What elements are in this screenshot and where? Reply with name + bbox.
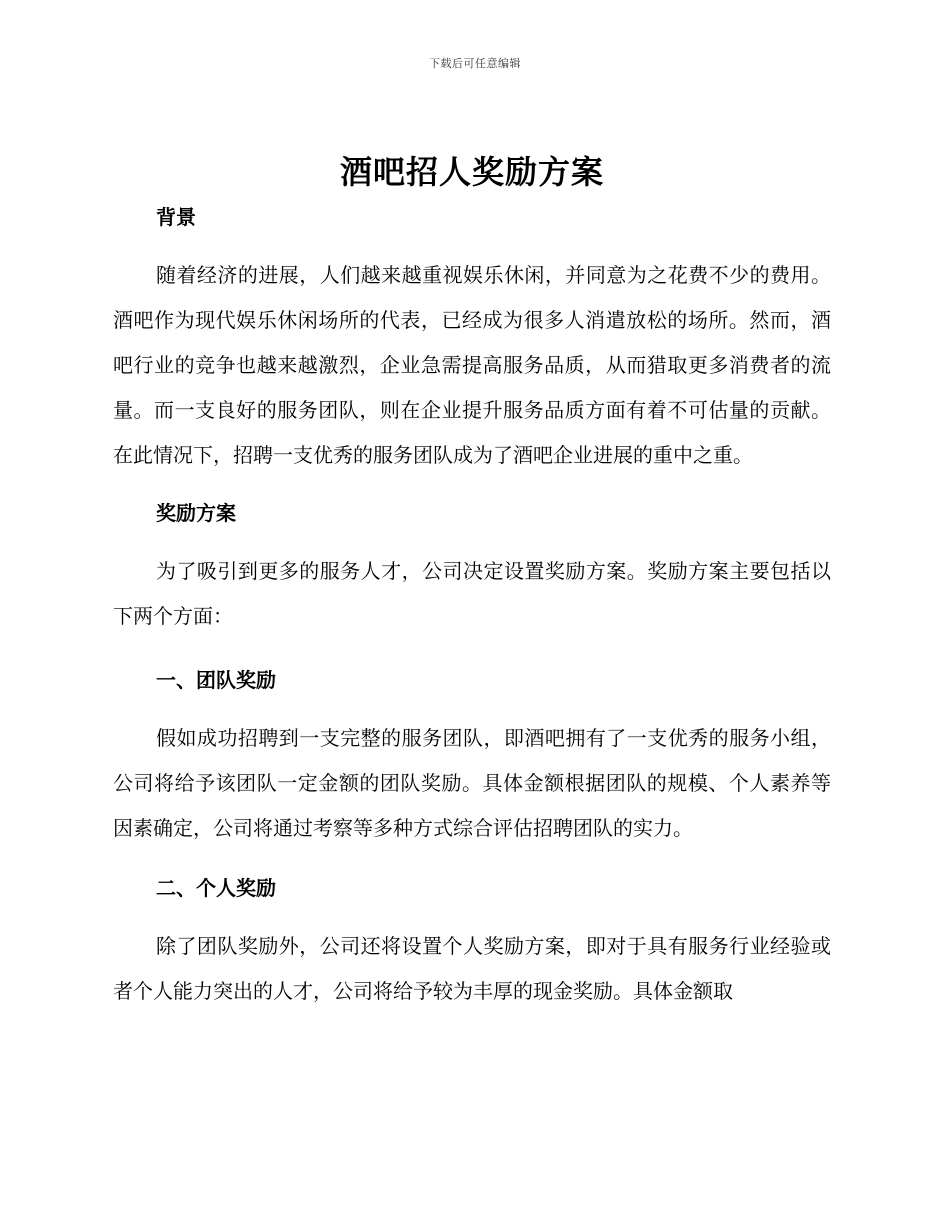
paragraph-team-reward: 假如成功招聘到一支完整的服务团队，即酒吧拥有了一支优秀的服务小组，公司将给予该团队一定金额的团队奖励。具体金额根据团队的规模、个人素养等因素确定，公司将通过考察等多种方式综合评估招聘团队的实力。 [113,726,831,840]
section-heading-background: 背景 [156,205,196,229]
section-heading-personal-reward: 二、个人奖励 [156,876,276,900]
page-header-note: 下载后可任意编辑 [429,57,521,70]
paragraph-background: 随着经济的进展，人们越来越重视娱乐休闲，并同意为之花费不少的费用。酒吧作为现代娱乐休闲场所的代表，已经成为很多人消遣放松的场所。然而，酒吧行业的竞争也越来越激烈，企业急需提高服务品质，从而猎取更多消费者的流量。而一支良好的服务团队，则在企业提升服务品质方面有着不可估量的贡献。在此情况下，招聘一支优秀的服务团队成为了酒吧企业进展的重中之重。 [113,263,831,467]
paragraph-personal-reward: 除了团队奖励外，公司还将设置个人奖励方案，即对于具有服务行业经验或者个人能力突出的人才，公司将给予较为丰厚的现金奖励。具体金额取 [113,934,831,1003]
paragraph-reward-plan: 为了吸引到更多的服务人才，公司决定设置奖励方案。奖励方案主要包括以下两个方面： [113,559,831,628]
section-heading-reward-plan: 奖励方案 [156,501,236,525]
document-title: 酒吧招人奖励方案 [339,153,604,191]
document-body [113,150,831,1014]
section-heading-team-reward: 一、团队奖励 [156,668,276,692]
